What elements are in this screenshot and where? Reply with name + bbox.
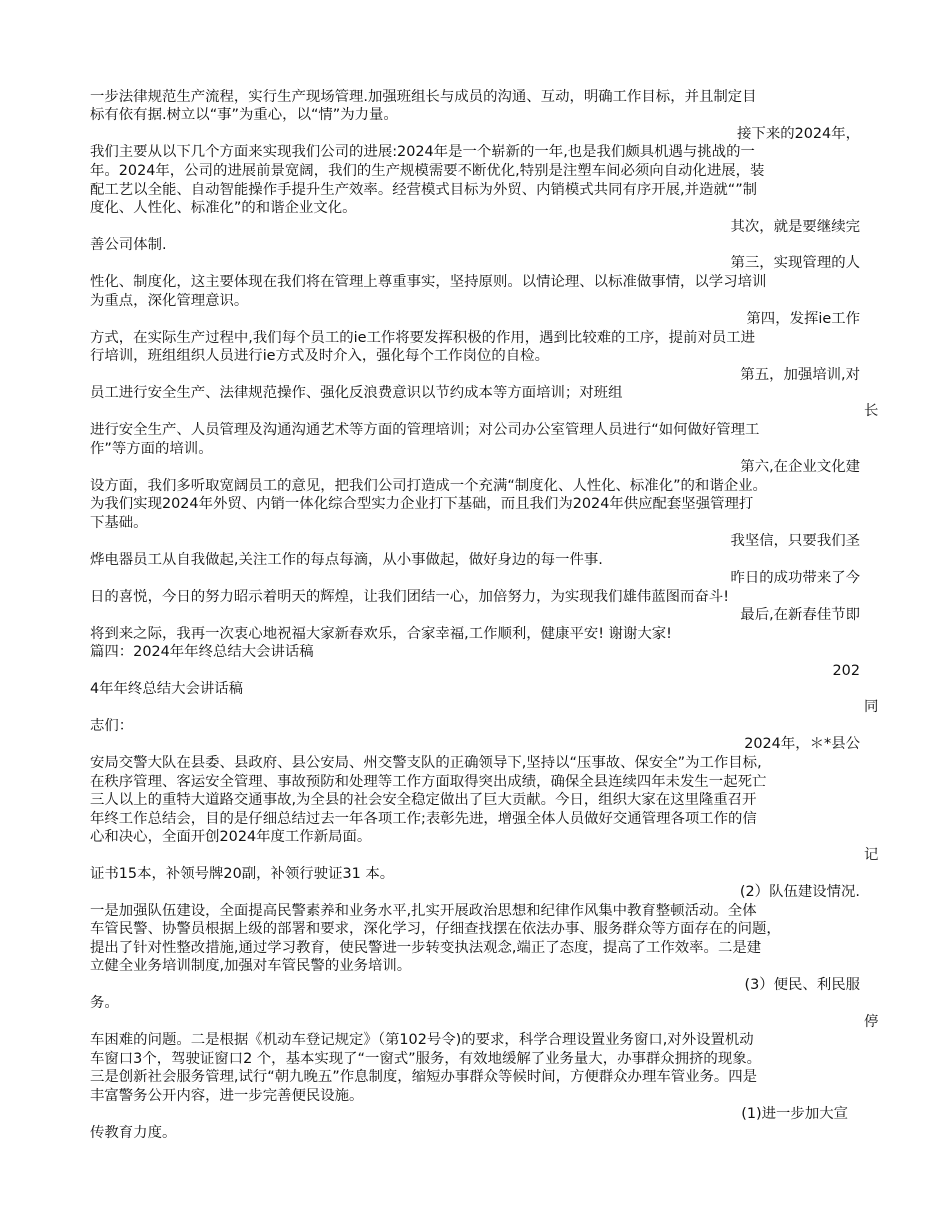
text-line: 其次，就是要继续完 (730, 219, 860, 235)
text-line: 同 (864, 699, 879, 715)
text-line: 提出了针对性整改措施,通过学习教育，使民警进一步转变执法观念,端正了态度，提高了工作效率。二是建 (90, 940, 762, 956)
text-line: 员工进行安全生产、法律规范操作、强化反浪费意识以节约成本等方面培训；对班组 (90, 385, 623, 401)
text-line: 方式，在实际生产过程中,我们每个员工的ie工作将要发挥积极的作用，遇到比较难的工序，提前对员工进 (90, 330, 756, 346)
text-line: 为我们实现2024年外贸、内销一体化综合型实力企业打下基础，而且我们为2024年供应配套坚强管理打 (90, 496, 754, 512)
text-line: 昨日的成功带来了今 (730, 570, 860, 586)
text-line: 善公司体制. (90, 237, 167, 253)
text-line: 年。2024年，公司的进展前景宽阔，我们的生产规模需要不断优化,特别是注塑车间必须向自动化进展，装 (90, 163, 765, 179)
text-line: 在秩序管理、客运安全管理、事故预防和处理等工作方面取得突出成绩，确保全县连续四年未发生一起死亡 (90, 774, 767, 790)
text-line: 行培训，班组组织人员进行ie方式及时介入，强化每个工作岗位的自检。 (90, 348, 549, 364)
text-line: 第三，实现管理的人 (730, 255, 860, 271)
text-line: 我坚信，只要我们圣 (730, 533, 860, 549)
text-line: 立健全业务培训制度,加强对车管民警的业务培训。 (90, 958, 412, 974)
text-line: 车管民警、协警员根据上级的部署和要求，深化学习，仔细查找摆在依法办事、服务群众等方面存在的问题， (90, 921, 781, 937)
text-line: 心和决心，全面开创2024年度工作新局面。 (90, 829, 372, 845)
text-line: 4年年终总结大会讲话稿 (90, 681, 244, 697)
text-line: 长 (864, 403, 879, 419)
text-line: 志们： (90, 718, 134, 734)
text-line: 日的喜悦，今日的努力昭示着明天的辉煌，让我们团结一心，加倍努力，为实现我们雄伟蓝图而奋斗! (90, 589, 729, 605)
text-line: 一步法律规范生产流程，实行生产现场管理.加强班组长与成员的沟通、互动，明确工作目标，并且制定目 (90, 89, 757, 105)
text-line: 我们主要从以下几个方面来实现我们公司的进展:2024年是一个崭新的一年,也是我们颇具机遇与挑战的一 (90, 144, 755, 160)
section-heading: 篇四：2024年年终总结大会讲话稿 (90, 644, 314, 660)
text-line: 烨电器员工从自我做起,关注工作的每点每滴，从小事做起，做好身边的每一件事. (90, 552, 603, 568)
text-line: 度化、人性化、标准化”的和谐企业文化。 (90, 200, 357, 216)
text-line: (3）便民、利民服 (744, 977, 860, 993)
text-line: 202 (832, 663, 860, 679)
text-line: 进行安全生产、人员管理及沟通沟通艺术等方面的管理培训；对公司办公室管理人员进行“如何做好管理工 (90, 422, 760, 438)
text-line: 车窗口3个，驾驶证窗口2 个，基本实现了“一窗式”服务，有效地缓解了业务量大，办事群众拥挤的现象。 (90, 1051, 761, 1067)
text-line: 年终工作总结会，目的是仔细总结过去一年各项工作;表彰先进，增强全体人员做好交通管理各项工作的信 (90, 811, 757, 827)
text-line: 第四，发挥ie工作 (746, 311, 860, 327)
text-line: 第六,在企业文化建 (740, 459, 860, 475)
text-line: 传教育力度。 (90, 1125, 177, 1141)
text-line: 将到来之际，我再一次衷心地祝福大家新春欢乐，合家幸福,工作顺利，健康平安! 谢谢大家! (90, 626, 672, 642)
text-line: 第五，加强培训,对 (740, 367, 860, 383)
text-line: 为重点，深化管理意识。 (90, 293, 249, 309)
text-line: 设方面，我们多听取宽阔员工的意见，把我们公司打造成一个充满“制度化、人性化、标准化”的和谐企业。 (90, 478, 767, 494)
text-line: 性化、制度化，这主要体现在我们将在管理上尊重事实，坚持原则。以情论理、以标准做事情，以学习培训 (90, 274, 767, 290)
text-line: 安局交警大队在县委、县政府、县公安局、州交警支队的正确领导下,坚持以“压事故、保安全”为工作目标, (90, 755, 762, 771)
text-line: 最后,在新春佳节即 (740, 607, 860, 623)
text-line: 2024年，＊*县公 (744, 736, 860, 752)
text-line: (1)进一步加大宣 (741, 1106, 848, 1122)
text-line: 停 (864, 1014, 879, 1030)
text-line: (2）队伍建设情况. (739, 884, 860, 900)
text-line: 丰富警务公开内容，进一步完善便民设施。 (90, 1088, 364, 1104)
text-line: 记 (864, 847, 879, 863)
text-line: 作”等方面的培训。 (90, 441, 213, 457)
text-line: 三人以上的重特大道路交通事故,为全县的社会安全稳定做出了巨大贡献。今日，组织大家在这里隆重召开 (90, 792, 757, 808)
text-line: 三是创新社会服务管理,试行“朝九晚五”作息制度，缩短办事群众等候时间，方便群众办理车管业务。四是 (90, 1069, 758, 1085)
text-line: 标有依有据.树立以“事”为重心，以“情”为力量。 (90, 107, 398, 123)
text-line: 车困难的问题。二是根据《机动车登记规定》（第102号令)的要求，科学合理设置业务窗口,对外设置机动 (90, 1032, 754, 1048)
text-line: 下基础。 (90, 515, 148, 531)
text-line: 证书15本，补领号牌20副，补领行驶证31 本。 (90, 866, 395, 882)
text-line: 务。 (90, 995, 119, 1011)
text-line: 配工艺以全能、自动智能操作手提升生产效率。经营模式目标为外贸、内销模式共同有序开展,并造就“”制 (90, 182, 758, 198)
text-line: 一是加强队伍建设，全面提高民警素养和业务水平,扎实开展政治思想和纪律作风集中教育整顿活动。全体 (90, 903, 757, 919)
text-line: 接下来的2024年， (737, 126, 860, 142)
